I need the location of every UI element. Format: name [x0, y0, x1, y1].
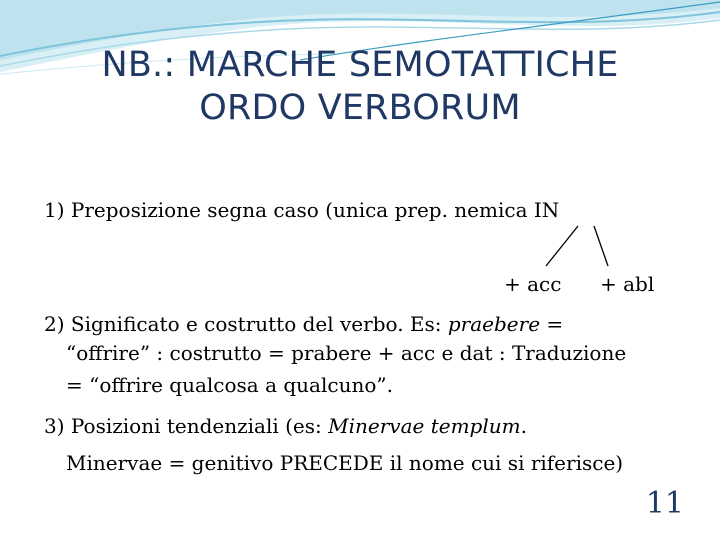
item3-line1 [44, 414, 527, 438]
item2-line1-italic: praebere [447, 312, 541, 336]
item2-line2: “offrire” : costrutto = prabere + acc e dat : Traduzione [66, 341, 627, 365]
slide-title-line2: ORDO VERBORUM [199, 88, 521, 128]
item3-line1-end: . [520, 414, 527, 438]
item2-line1-end: = [540, 312, 564, 336]
item2-line1-start: 2) Significato e costrutto del verbo. Es: [44, 312, 448, 336]
slide-title-line1: NB.: MARCHE SEMOTATTICHE [101, 45, 619, 85]
item2-line1 [44, 312, 563, 336]
branch-arrows [530, 222, 630, 272]
page-number: 11 [645, 486, 684, 521]
item2-line3: = “offrire qualcosa a qualcuno”. [66, 373, 393, 397]
item3-line1-start: 3) Posizioni tendenziali (es: [44, 414, 329, 438]
branch-abl-label: + abl [600, 272, 655, 296]
slide-title [40, 44, 680, 130]
item3-line1-italic: Minervae templum [328, 414, 521, 438]
item1-text: 1) Preposizione segna caso (unica prep. nemica IN [44, 198, 560, 222]
item3-line2: Minervae = genitivo PRECEDE il nome cui si riferisce) [66, 451, 624, 475]
branch-acc-label: + acc [504, 272, 562, 296]
